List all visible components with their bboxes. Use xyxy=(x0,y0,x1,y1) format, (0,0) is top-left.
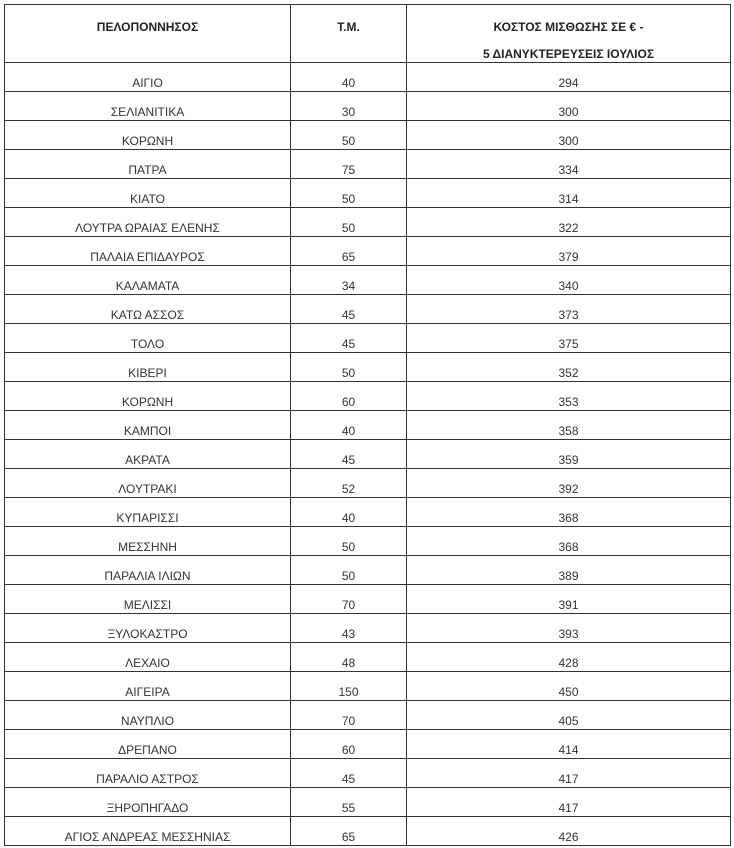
cell-place xyxy=(5,266,291,295)
cell-place xyxy=(5,440,291,469)
cell-cost-text: 314 xyxy=(558,191,579,206)
table-row xyxy=(5,179,731,208)
cell-place xyxy=(5,150,291,179)
cell-place xyxy=(5,179,291,208)
cell-place xyxy=(5,759,291,788)
cell-sqm xyxy=(291,411,407,440)
table-row xyxy=(5,121,731,150)
table-row xyxy=(5,324,731,353)
cell-sqm-text: 60 xyxy=(341,742,356,757)
cell-sqm-text: 150 xyxy=(338,684,359,699)
cell-place-text: ΞΥΛΟΚΑΣΤΡΟ xyxy=(107,626,188,641)
table-body xyxy=(5,63,731,846)
cell-place-text: ΠΑΛΑΙΑ ΕΠΙΔΑΥΡΟΣ xyxy=(90,249,205,264)
cell-sqm xyxy=(291,469,407,498)
cell-cost xyxy=(407,527,731,556)
cell-place-text: ΚΑΜΠΟΙ xyxy=(123,423,172,438)
table-row xyxy=(5,672,731,701)
cell-cost-text: 300 xyxy=(558,104,579,119)
cell-sqm xyxy=(291,440,407,469)
header-row xyxy=(5,5,731,63)
cell-cost-text: 417 xyxy=(558,771,579,786)
cell-sqm xyxy=(291,614,407,643)
cell-place-text: ΚΙΒΕΡΙ xyxy=(128,365,167,380)
cell-sqm-text: 50 xyxy=(341,220,356,235)
cell-sqm-text: 43 xyxy=(341,626,356,641)
header-cost-line2: 5 ΔΙΑΝΥΚΤΕΡΕΥΣΕΙΣ ΙΟΥΛΙΟΣ xyxy=(482,47,655,61)
cell-place-text: ΠΑΤΡΑ xyxy=(128,162,167,177)
cell-cost xyxy=(407,150,731,179)
cell-sqm xyxy=(291,353,407,382)
cell-cost xyxy=(407,498,731,527)
cell-cost xyxy=(407,411,731,440)
cell-place xyxy=(5,585,291,614)
cell-cost-text: 428 xyxy=(558,655,579,670)
cell-sqm-text: 50 xyxy=(341,133,356,148)
cell-cost-text: 450 xyxy=(558,684,579,699)
table-row xyxy=(5,469,731,498)
cell-place xyxy=(5,556,291,585)
cell-sqm-text: 50 xyxy=(341,191,356,206)
table-row xyxy=(5,266,731,295)
cell-cost xyxy=(407,208,731,237)
table-row xyxy=(5,614,731,643)
table-row xyxy=(5,759,731,788)
cell-place xyxy=(5,788,291,817)
cell-cost xyxy=(407,121,731,150)
cell-cost-text: 405 xyxy=(558,713,579,728)
cell-sqm xyxy=(291,121,407,150)
table-row xyxy=(5,295,731,324)
cell-place xyxy=(5,730,291,759)
table-row xyxy=(5,440,731,469)
cell-sqm xyxy=(291,585,407,614)
cell-cost-text: 375 xyxy=(558,336,579,351)
cell-place-text: ΑΚΡΑΤΑ xyxy=(125,452,170,467)
cell-sqm-text: 50 xyxy=(341,539,356,554)
cell-place xyxy=(5,527,291,556)
cell-place-text: ΝΑΥΠΛΙΟ xyxy=(120,713,175,728)
cell-cost xyxy=(407,585,731,614)
cell-place-text: ΑΓΙΟΣ ΑΝΔΡΕΑΣ ΜΕΣΣΗΝΙΑΣ xyxy=(64,829,231,844)
cell-sqm xyxy=(291,672,407,701)
cell-cost xyxy=(407,440,731,469)
table-row xyxy=(5,585,731,614)
cell-place xyxy=(5,643,291,672)
cell-cost-text: 417 xyxy=(558,800,579,815)
cell-cost xyxy=(407,759,731,788)
cell-cost xyxy=(407,295,731,324)
cell-cost xyxy=(407,266,731,295)
cell-cost xyxy=(407,556,731,585)
cell-place xyxy=(5,672,291,701)
cell-sqm xyxy=(291,759,407,788)
cell-place xyxy=(5,324,291,353)
cell-sqm-text: 60 xyxy=(341,394,356,409)
cell-place-text: ΚΑΤΩ ΑΣΣΟΣ xyxy=(110,307,185,322)
cell-sqm-text: 50 xyxy=(341,568,356,583)
cell-sqm-text: 52 xyxy=(341,481,356,496)
cell-cost-text: 334 xyxy=(558,162,579,177)
cell-sqm-text: 45 xyxy=(341,452,356,467)
cell-cost-text: 359 xyxy=(558,452,579,467)
cell-place-text: ΑΙΓΙΟ xyxy=(132,75,163,90)
cell-sqm xyxy=(291,701,407,730)
table-row xyxy=(5,817,731,846)
cell-cost-text: 379 xyxy=(558,249,579,264)
cell-sqm xyxy=(291,179,407,208)
cell-cost-text: 414 xyxy=(558,742,579,757)
cell-place-text: ΠΑΡΑΛΙΑ ΙΛΙΩΝ xyxy=(104,568,191,583)
cell-sqm xyxy=(291,788,407,817)
cell-sqm xyxy=(291,730,407,759)
cell-place xyxy=(5,469,291,498)
table-row xyxy=(5,382,731,411)
cell-cost xyxy=(407,63,731,92)
cell-place-text: ΚΟΡΩΝΗ xyxy=(121,133,174,148)
cell-place xyxy=(5,295,291,324)
cell-sqm xyxy=(291,382,407,411)
cell-place-text: ΑΙΓΕΙΡΑ xyxy=(125,684,170,699)
cell-place-text: ΚΟΡΩΝΗ xyxy=(121,394,174,409)
cell-place xyxy=(5,208,291,237)
cell-sqm-text: 75 xyxy=(341,162,356,177)
table-row xyxy=(5,788,731,817)
cell-place-text: ΜΕΛΙΣΣΙ xyxy=(123,597,172,612)
cell-sqm-text: 40 xyxy=(341,423,356,438)
cell-sqm-text: 45 xyxy=(341,307,356,322)
cell-place xyxy=(5,63,291,92)
cell-place-text: ΛΟΥΤΡΑ ΩΡΑΙΑΣ ΕΛΕΝΗΣ xyxy=(75,220,220,235)
cell-place-text: ΚΥΠΑΡΙΣΣΙ xyxy=(116,510,179,525)
cell-cost xyxy=(407,382,731,411)
table-row xyxy=(5,92,731,121)
cell-place xyxy=(5,353,291,382)
cell-sqm-text: 65 xyxy=(341,249,356,264)
cell-place xyxy=(5,382,291,411)
cell-cost xyxy=(407,730,731,759)
cell-place-text: ΣΕΛΙΑΝΙΤΙΚΑ xyxy=(110,104,185,119)
cell-place xyxy=(5,817,291,846)
cell-sqm xyxy=(291,817,407,846)
cell-cost xyxy=(407,672,731,701)
cell-cost xyxy=(407,179,731,208)
table-row xyxy=(5,527,731,556)
cell-sqm xyxy=(291,643,407,672)
cell-sqm-text: 55 xyxy=(341,800,356,815)
table-header xyxy=(5,5,731,63)
cell-place-text: ΛΟΥΤΡΑΚΙ xyxy=(118,481,177,496)
cell-cost-text: 300 xyxy=(558,133,579,148)
cell-cost-text: 340 xyxy=(558,278,579,293)
cell-sqm xyxy=(291,295,407,324)
table-row xyxy=(5,237,731,266)
cell-sqm-text: 45 xyxy=(341,336,356,351)
cell-sqm xyxy=(291,237,407,266)
cell-sqm-text: 30 xyxy=(341,104,356,119)
cell-sqm xyxy=(291,266,407,295)
cell-cost-text: 391 xyxy=(558,597,579,612)
cell-sqm-text: 34 xyxy=(341,278,356,293)
cell-cost-text: 294 xyxy=(558,75,579,90)
rent-cost-table xyxy=(4,4,731,846)
table-row xyxy=(5,411,731,440)
cell-cost xyxy=(407,817,731,846)
cell-cost xyxy=(407,324,731,353)
cell-cost xyxy=(407,353,731,382)
header-area-label: Τ.Μ. xyxy=(337,20,360,34)
cell-place-text: ΠΑΡΑΛΙΟ ΑΣΤΡΟΣ xyxy=(96,771,199,786)
cell-sqm-text: 40 xyxy=(341,75,356,90)
header-cost-line1: ΚΟΣΤΟΣ ΜΙΣΘΩΣΗΣ ΣΕ € - xyxy=(493,20,644,34)
cell-cost xyxy=(407,469,731,498)
cell-sqm-text: 48 xyxy=(341,655,356,670)
cell-sqm-text: 65 xyxy=(341,829,356,844)
table-row xyxy=(5,701,731,730)
cell-sqm-text: 40 xyxy=(341,510,356,525)
cell-place xyxy=(5,237,291,266)
cell-cost-text: 368 xyxy=(558,539,579,554)
cell-cost-text: 368 xyxy=(558,510,579,525)
cell-place xyxy=(5,614,291,643)
table-row xyxy=(5,150,731,179)
cell-sqm xyxy=(291,208,407,237)
header-area xyxy=(291,5,407,63)
cell-sqm xyxy=(291,527,407,556)
cell-sqm-text: 45 xyxy=(341,771,356,786)
cell-sqm xyxy=(291,324,407,353)
cell-cost xyxy=(407,92,731,121)
cell-cost xyxy=(407,788,731,817)
cell-place xyxy=(5,411,291,440)
cell-place xyxy=(5,92,291,121)
header-region xyxy=(5,5,291,63)
cell-cost xyxy=(407,614,731,643)
cell-cost-text: 393 xyxy=(558,626,579,641)
cell-cost-text: 373 xyxy=(558,307,579,322)
table-row xyxy=(5,208,731,237)
cell-sqm-text: 70 xyxy=(341,713,356,728)
cell-cost-text: 353 xyxy=(558,394,579,409)
table-row xyxy=(5,63,731,92)
cell-place-text: ΛΕΧΑΙΟ xyxy=(125,655,170,670)
cell-place-text: ΜΕΣΣΗΝΗ xyxy=(118,539,177,554)
cell-place-text: ΞΗΡΟΠΗΓΑΔΟ xyxy=(106,800,189,815)
cell-sqm xyxy=(291,92,407,121)
cell-place-text: ΤΟΛΟ xyxy=(130,336,165,351)
cell-sqm xyxy=(291,556,407,585)
cell-place-text: ΔΡΕΠΑΝΟ xyxy=(118,742,177,757)
cell-cost-text: 358 xyxy=(558,423,579,438)
table-row xyxy=(5,498,731,527)
header-cost xyxy=(407,5,731,63)
cell-sqm-text: 70 xyxy=(341,597,356,612)
cell-sqm xyxy=(291,498,407,527)
cell-cost-text: 389 xyxy=(558,568,579,583)
table-row xyxy=(5,643,731,672)
cell-place-text: ΚΑΛΑΜΑΤΑ xyxy=(115,278,180,293)
cell-place xyxy=(5,498,291,527)
cell-place-text: ΚΙΑΤΟ xyxy=(130,191,165,206)
cell-place xyxy=(5,701,291,730)
header-region-label: ΠΕΛΟΠΟΝΝΗΣΟΣ xyxy=(96,20,199,34)
cell-place xyxy=(5,121,291,150)
cell-cost-text: 352 xyxy=(558,365,579,380)
cell-cost-text: 322 xyxy=(558,220,579,235)
cell-sqm-text: 50 xyxy=(341,365,356,380)
table-row xyxy=(5,730,731,759)
cell-cost xyxy=(407,237,731,266)
cell-cost xyxy=(407,701,731,730)
cell-cost-text: 392 xyxy=(558,481,579,496)
cell-sqm xyxy=(291,63,407,92)
cell-cost-text: 426 xyxy=(558,829,579,844)
cell-sqm xyxy=(291,150,407,179)
table-row xyxy=(5,353,731,382)
table-row xyxy=(5,556,731,585)
cell-cost xyxy=(407,643,731,672)
